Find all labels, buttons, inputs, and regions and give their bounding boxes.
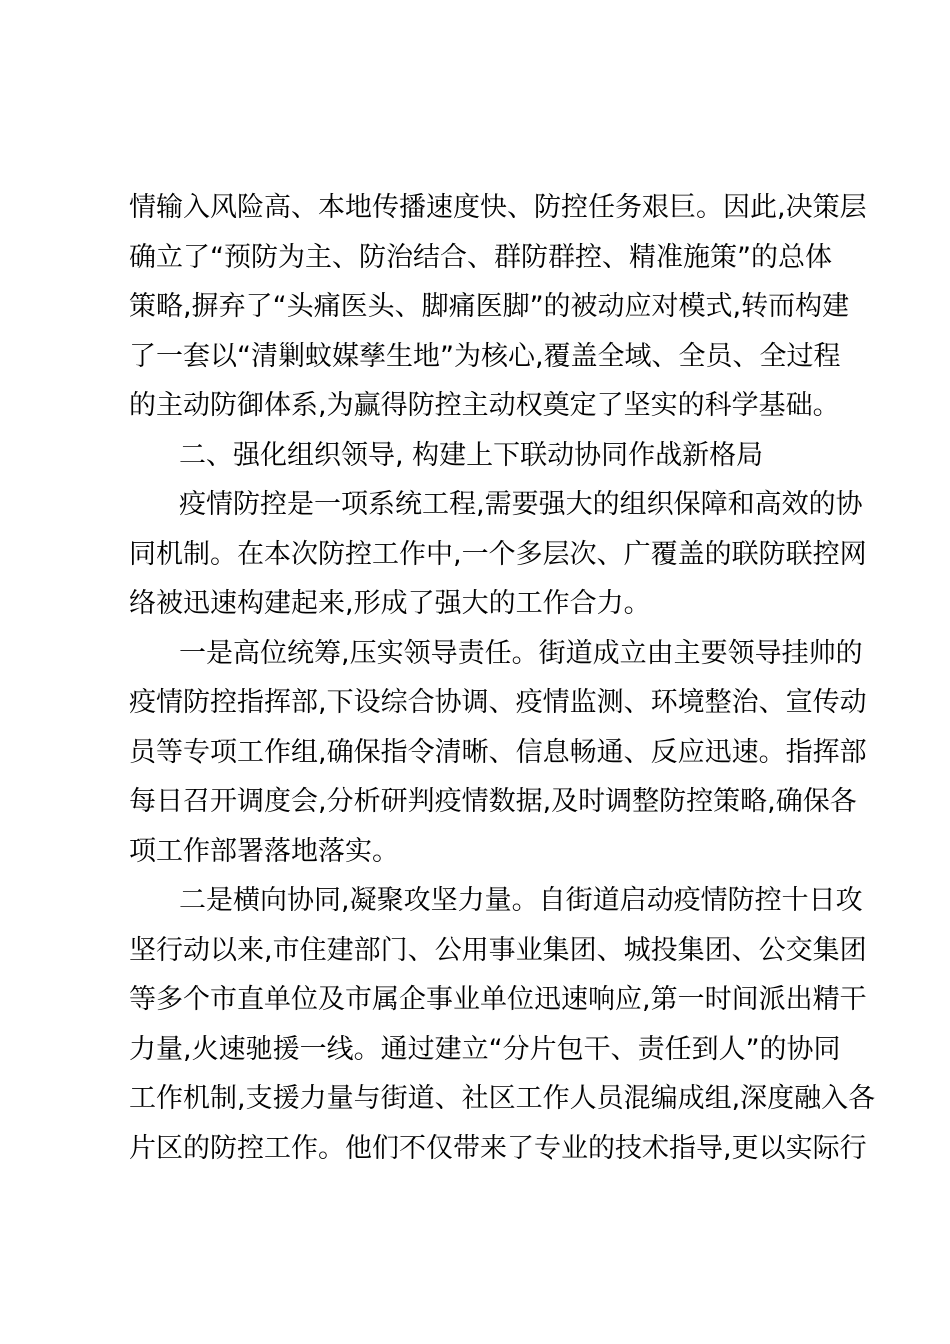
text-line-4: 了一套以“清剿蚊媒孳生地”为核心,覆盖全域、全员、全过程 <box>129 340 841 372</box>
text-line-20: 片区的防控工作。他们不仅带来了专业的技术指导,更以实际行 <box>129 1132 867 1164</box>
text-line-17: 等多个市直单位及市属企事业单位迅速响应,第一时间派出精干 <box>129 984 867 1015</box>
document-body <box>129 183 876 1173</box>
text-line-15: 二是横向协同,凝聚攻坚力量。自街道启动疫情防控十日攻 <box>179 885 863 916</box>
text-line-13: 每日召开调度会,分析研判疫情数据,及时调整防控策略,确保各 <box>129 786 857 817</box>
text-line-2: 确立了“预防为主、防治结合、群防群控、精准施策”的总体 <box>129 241 832 273</box>
text-line-1: 情输入风险高、本地传播速度快、防控任务艰巨。因此,决策层 <box>129 192 867 223</box>
text-line-9: 络被迅速构建起来,形成了强大的工作合力。 <box>129 588 651 619</box>
text-line-7: 疫情防控是一项系统工程,需要强大的组织保障和高效的协 <box>179 489 863 520</box>
text-line-10: 一是高位统筹,压实领导责任。街道成立由主要领导挂帅的 <box>179 637 863 669</box>
text-line-8: 同机制。在本次防控工作中,一个多层次、广覆盖的联防联控网 <box>129 538 867 570</box>
text-line-18: 力量,火速驰援一线。通过建立“分片包干、责任到人”的协同 <box>129 1033 841 1065</box>
section-heading: 二、强化组织领导, 构建上下联动协同作战新格局 <box>179 439 764 471</box>
text-line-5: 的主动防御体系,为赢得防控主动权奠定了坚实的科学基础。 <box>129 390 840 421</box>
text-line-11: 疫情防控指挥部,下设综合协调、疫情监测、环境整治、宣传动 <box>129 687 867 718</box>
text-line-3: 策略,摒弃了“头痛医头、脚痛医脚”的被动应对模式,转而构建 <box>129 291 850 322</box>
text-line-14: 项工作部署落地落实。 <box>129 835 399 867</box>
text-line-12: 员等专项工作组,确保指令清晰、信息畅通、反应迅速。指挥部 <box>129 736 867 768</box>
text-line-16: 坚行动以来,市住建部门、公用事业集团、城投集团、公交集团 <box>129 934 867 966</box>
text-line-19: 工作机制,支援力量与街道、社区工作人员混编成组,深度融入各 <box>129 1083 876 1114</box>
